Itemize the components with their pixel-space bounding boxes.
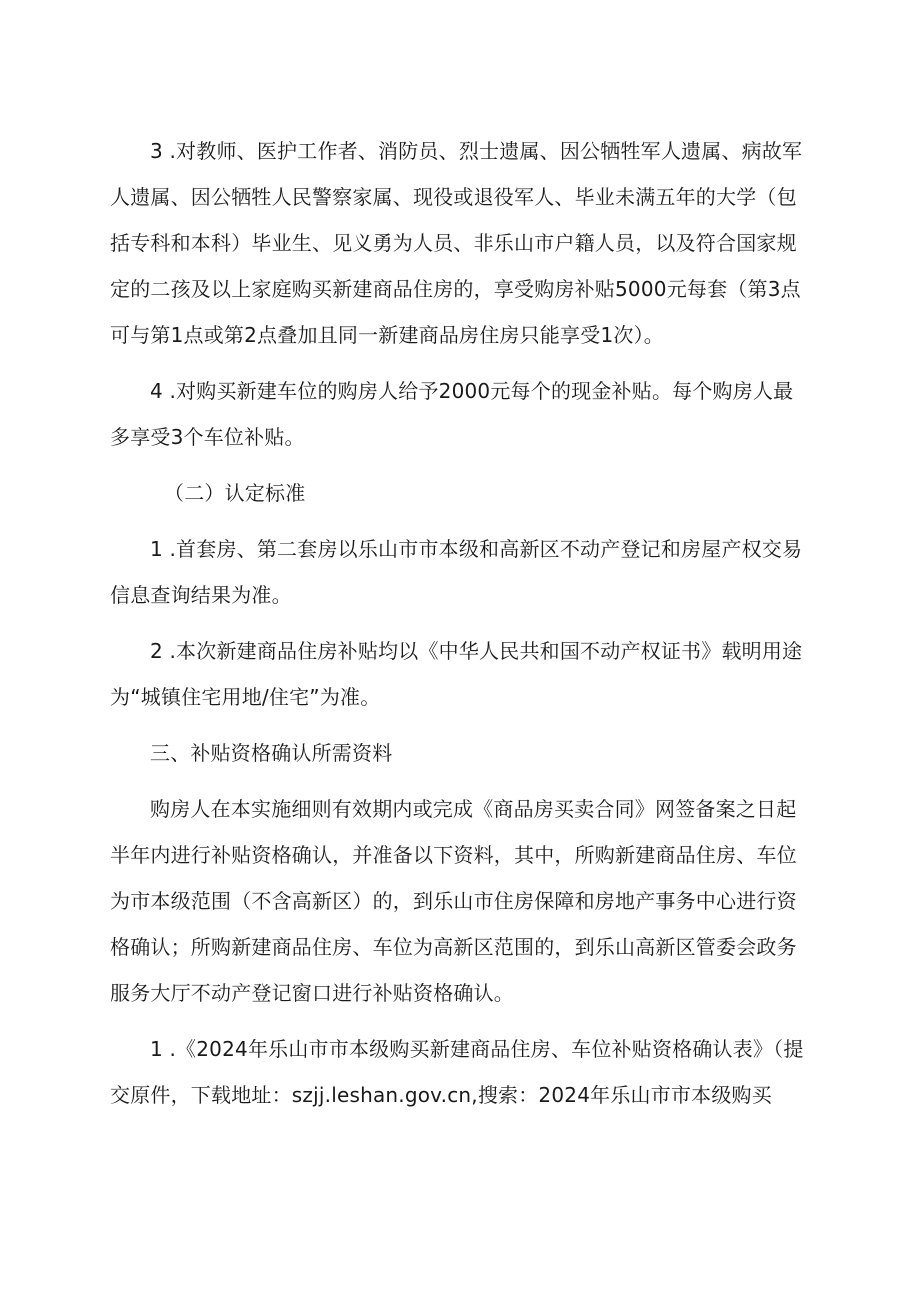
paragraph-criteria-item-2: 2 .本次新建商品住房补贴均以《中华人民共和国不动产权证书》载明用途为“城镇住宅用地/住宅”为准。 <box>110 639 803 709</box>
paragraph-subsidy-item-4: 4 .对购买新建车位的购房人给予2000元每个的现金补贴。每个购房人最多享受3个车位补贴。 <box>110 379 794 449</box>
section-heading-required-materials: 三、补贴资格确认所需资料 <box>150 741 393 765</box>
paragraph-confirmation-procedure: 购房人在本实施细则有效期内或完成《商品房买卖合同》网签备案之日起半年内进行补贴资格确认，并准备以下资料，其中，所购新建商品住房、车位为市本级范围（不含高新区）的，到乐山市住房保障和房地产事务中心进行资格确认；所购新建商品住房、车位为高新区范围的，到乐山高新区管委会政务服务大厅不动产登记窗口进行补贴资格确认。 <box>110 797 797 1005</box>
paragraph-criteria-item-1: 1 .首套房、第二套房以乐山市市本级和高新区不动产登记和房屋产权交易信息查询结果为准。 <box>110 537 803 607</box>
paragraph-subsidy-item-3: 3 .对教师、医护工作者、消防员、烈士遗属、因公牺牲军人遗属、病故军人遗属、因公牺牲人民警察家属、现役或退役军人、毕业未满五年的大学（包括专科和本科）毕业生、见义勇为人员、非乐山市户籍人员，以及符合国家规定的二孩及以上家庭购买新建商品住房的，享受购房补贴5000元每套（第3点可与第1点或第2点叠加且同一新建商品房住房只能享受1次）。 <box>110 139 803 347</box>
document-body <box>110 128 812 1128</box>
section-heading-criteria: （二）认定标准 <box>164 481 306 505</box>
paragraph-materials-item-1: 1 .《2024年乐山市市本级购买新建商品住房、车位补贴资格确认表》（提交原件，下载地址：szjj.leshan.gov.cn,搜索：2024年乐山市市本级购买 <box>110 1037 804 1107</box>
